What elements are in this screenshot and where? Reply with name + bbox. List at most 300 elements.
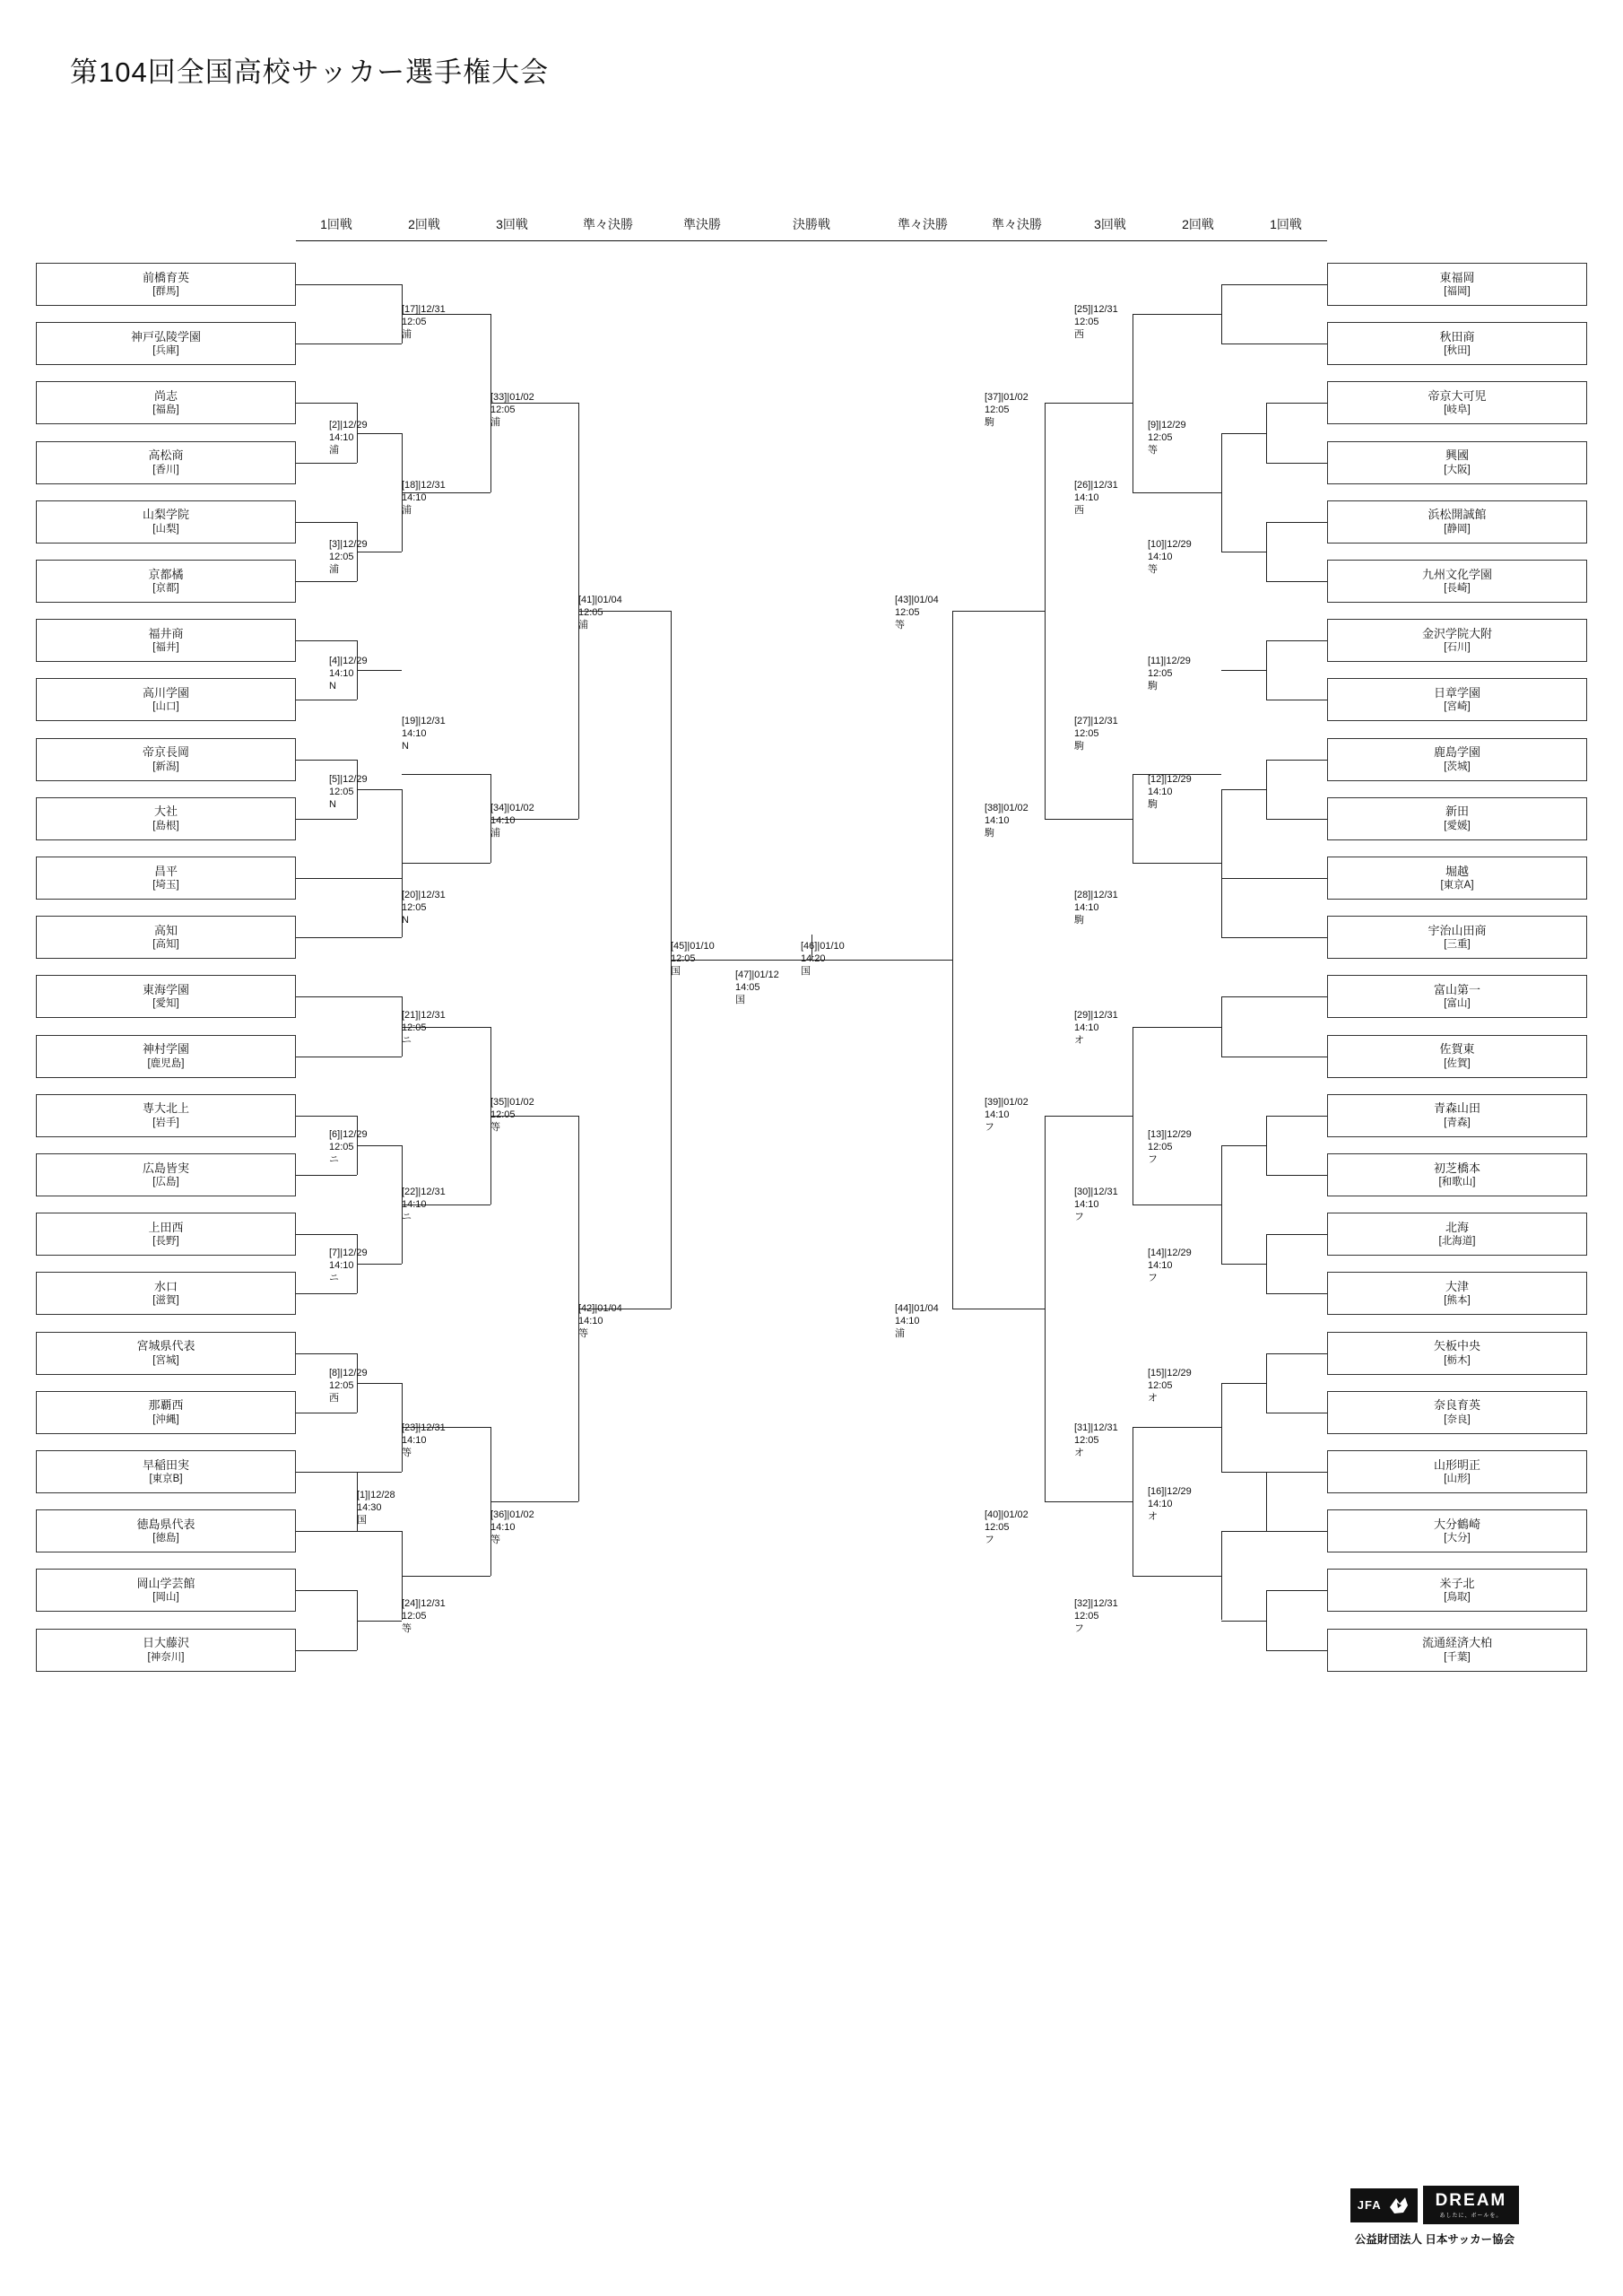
match-venue: N <box>402 915 409 926</box>
bracket-connector <box>1266 878 1327 879</box>
team-box-left-5[interactable] <box>36 500 296 544</box>
match-time: 12:05 <box>329 1380 354 1392</box>
team-box-right-19[interactable] <box>1327 1332 1587 1375</box>
team-box-right-10[interactable] <box>1327 797 1587 840</box>
match-id-date: [5]|12/29 <box>329 774 368 785</box>
team-prefecture: [鳥取] <box>1444 1592 1471 1604</box>
team-name: 神戸弘陵学園 <box>130 329 201 344</box>
match-time: 12:05 <box>985 404 1010 416</box>
match-info <box>1074 1597 1182 1635</box>
team-name: 奈良育英 <box>1433 1398 1480 1413</box>
round-header: 1回戦 <box>1270 217 1302 231</box>
team-name: 徳島県代表 <box>136 1517 195 1531</box>
bracket-connector <box>1221 789 1222 938</box>
match-id-date: [47]|01/12 <box>735 970 779 980</box>
bracket-connector <box>1221 1531 1222 1620</box>
match-info <box>1074 715 1182 752</box>
team-box-right-11[interactable] <box>1327 857 1587 900</box>
bracket-connector <box>1266 1590 1267 1649</box>
team-name: 水口 <box>153 1280 178 1294</box>
bracket-connector <box>1266 1590 1327 1591</box>
match-venue: 浦 <box>329 564 339 576</box>
bracket-connector <box>296 996 357 997</box>
match-time: 14:10 <box>985 815 1010 827</box>
team-name: 日章学園 <box>1433 686 1480 700</box>
bracket-connector <box>357 996 402 997</box>
match-id-date: [25]|12/31 <box>1074 304 1118 315</box>
match-venue: ニ <box>402 1212 412 1223</box>
bracket-connector <box>1266 1531 1327 1532</box>
round-header: 準々決勝 <box>992 217 1042 231</box>
match-info <box>895 594 1002 631</box>
match-id-date: [44]|01/04 <box>895 1303 939 1314</box>
team-prefecture: [和歌山] <box>1438 1176 1476 1187</box>
team-box-right-17[interactable] <box>1327 1213 1587 1256</box>
match-info <box>329 538 437 576</box>
match-time: 14:10 <box>1074 1199 1099 1211</box>
team-box-left-1[interactable] <box>36 263 296 306</box>
team-prefecture: [香川] <box>152 464 179 475</box>
match-info <box>402 715 509 752</box>
team-prefecture: [福岡] <box>1444 285 1471 297</box>
bracket-connector <box>296 1353 357 1354</box>
team-prefecture: [佐賀] <box>1444 1057 1471 1069</box>
bracket-connector <box>1266 760 1327 761</box>
team-prefecture: [富山] <box>1444 998 1471 1010</box>
team-box-left-23[interactable] <box>36 1569 296 1612</box>
match-id-date: [17]|12/31 <box>402 304 446 315</box>
team-box-left-16[interactable] <box>36 1153 296 1196</box>
team-prefecture: [愛知] <box>152 998 179 1010</box>
match-id-date: [13]|12/29 <box>1148 1129 1192 1140</box>
team-prefecture: [愛媛] <box>1444 820 1471 831</box>
team-prefecture: [兵庫] <box>152 345 179 357</box>
bracket-connector <box>952 611 953 1309</box>
match-venue: フ <box>1074 1212 1084 1223</box>
match-info <box>490 391 598 429</box>
team-name: 尚志 <box>153 389 178 404</box>
team-box-right-20[interactable] <box>1327 1391 1587 1434</box>
match-venue: 等 <box>490 1122 500 1134</box>
bracket-connector <box>357 1621 402 1622</box>
match-info <box>402 1597 509 1635</box>
match-venue: フ <box>1148 1273 1158 1284</box>
match-time: 14:10 <box>490 815 516 827</box>
bracket-connector <box>1266 1175 1327 1176</box>
bracket-connector <box>1266 640 1267 700</box>
match-id-date: [4]|12/29 <box>329 656 368 666</box>
match-venue: 浦 <box>402 505 412 517</box>
team-box-left-4[interactable] <box>36 441 296 484</box>
team-box-right-18[interactable] <box>1327 1272 1587 1315</box>
match-venue: フ <box>1074 1623 1084 1635</box>
match-time: 14:10 <box>329 668 354 680</box>
team-box-right-6[interactable] <box>1327 560 1587 603</box>
match-venue: 等 <box>402 1448 412 1459</box>
bracket-connector <box>1266 463 1327 464</box>
team-prefecture: [埼玉] <box>152 879 179 891</box>
team-box-right-22[interactable] <box>1327 1509 1587 1552</box>
match-info <box>1148 1128 1255 1166</box>
round-header: 2回戦 <box>408 217 440 231</box>
match-id-date: [30]|12/31 <box>1074 1187 1118 1197</box>
team-box-left-15[interactable] <box>36 1094 296 1137</box>
team-box-right-2[interactable] <box>1327 322 1587 365</box>
match-info <box>735 969 834 1006</box>
round-header: 2回戦 <box>1182 217 1214 231</box>
bracket-connector <box>1045 1501 1133 1502</box>
team-box-right-23[interactable] <box>1327 1569 1587 1612</box>
dream-logo <box>1423 2186 1520 2224</box>
bracket-connector <box>296 878 357 879</box>
match-id-date: [11]|12/29 <box>1148 656 1191 666</box>
match-time: 12:05 <box>1074 728 1099 740</box>
match-time: 12:05 <box>1148 668 1173 680</box>
team-prefecture: [山梨] <box>152 523 179 535</box>
bracket-connector <box>296 640 357 641</box>
match-time: 14:10 <box>1074 1022 1099 1034</box>
match-info <box>1148 773 1255 811</box>
team-box-left-17[interactable] <box>36 1213 296 1256</box>
team-box-left-9[interactable] <box>36 738 296 781</box>
match-venue: フ <box>985 1122 994 1134</box>
match-time: 14:30 <box>357 1502 382 1514</box>
bracket-connector <box>357 937 402 938</box>
match-info <box>985 391 1092 429</box>
association-caption: 公益財団法人 日本サッカー協会 <box>1354 2233 1515 2246</box>
team-prefecture: [千葉] <box>1444 1651 1471 1663</box>
team-name: 高松商 <box>148 448 184 463</box>
dream-sublabel: あしたに、ボールを。 <box>1439 2213 1503 2219</box>
bracket-connector <box>296 1175 357 1176</box>
match-venue: ニ <box>402 1035 412 1047</box>
match-id-date: [8]|12/29 <box>329 1368 368 1378</box>
team-name: 秋田商 <box>1439 329 1475 344</box>
team-prefecture: [秋田] <box>1444 345 1471 357</box>
match-id-date: [24]|12/31 <box>402 1598 446 1609</box>
match-time: 14:10 <box>402 728 427 740</box>
team-box-left-21[interactable] <box>36 1450 296 1493</box>
match-venue: 駒 <box>1074 741 1084 752</box>
bracket-connector <box>1266 1116 1327 1117</box>
round-header: 1回戦 <box>320 217 352 231</box>
team-box-left-6[interactable] <box>36 560 296 603</box>
team-box-left-18[interactable] <box>36 1272 296 1315</box>
team-prefecture: [沖縄] <box>152 1413 179 1425</box>
match-info <box>402 479 509 517</box>
match-id-date: [28]|12/31 <box>1074 890 1118 900</box>
team-box-right-14[interactable] <box>1327 1035 1587 1078</box>
match-venue: 駒 <box>1148 799 1158 811</box>
team-box-left-11[interactable] <box>36 857 296 900</box>
team-box-right-8[interactable] <box>1327 678 1587 721</box>
team-box-left-22[interactable] <box>36 1509 296 1552</box>
bracket-connector <box>357 1531 402 1532</box>
team-box-left-8[interactable] <box>36 678 296 721</box>
match-venue: N <box>329 681 336 692</box>
match-id-date: [16]|12/29 <box>1148 1486 1192 1497</box>
team-name: 大津 <box>1445 1280 1469 1294</box>
match-info <box>329 773 437 811</box>
match-venue: オ <box>1148 1511 1158 1523</box>
match-venue: 駒 <box>985 828 994 839</box>
match-time: 14:10 <box>490 1522 516 1534</box>
team-name: 東福岡 <box>1439 270 1475 284</box>
team-box-left-19[interactable] <box>36 1332 296 1375</box>
match-venue: 駒 <box>985 417 994 429</box>
team-box-left-13[interactable] <box>36 975 296 1018</box>
match-id-date: [19]|12/31 <box>402 716 446 726</box>
team-name: 福井商 <box>148 626 184 640</box>
match-time: 12:05 <box>1148 1380 1173 1392</box>
team-name: 早稲田実 <box>142 1457 189 1472</box>
team-name: 帝京大可児 <box>1428 389 1487 404</box>
bracket-connector <box>1266 1650 1327 1651</box>
team-prefecture: [三重] <box>1444 939 1471 951</box>
bracket-connector <box>1266 1353 1267 1413</box>
match-time: 12:05 <box>1074 317 1099 328</box>
bracket-connector <box>1221 996 1222 1056</box>
match-id-date: [38]|01/02 <box>985 803 1028 813</box>
bracket-connector <box>357 1472 402 1473</box>
team-prefecture: [高知] <box>152 939 179 951</box>
team-box-right-15[interactable] <box>1327 1094 1587 1137</box>
bracket-connector <box>1266 760 1267 819</box>
team-prefecture: [長野] <box>152 1236 179 1248</box>
match-id-date: [21]|12/31 <box>402 1010 446 1021</box>
team-name: 初芝橋本 <box>1433 1161 1480 1175</box>
team-box-right-21[interactable] <box>1327 1450 1587 1493</box>
bracket-connector <box>1266 522 1327 523</box>
bracket-connector <box>1133 1576 1221 1577</box>
team-box-right-4[interactable] <box>1327 441 1587 484</box>
bracket-connector <box>1221 284 1266 285</box>
team-box-right-9[interactable] <box>1327 738 1587 781</box>
match-venue: オ <box>1074 1035 1084 1047</box>
team-box-right-16[interactable] <box>1327 1153 1587 1196</box>
bracket-connector <box>296 1293 357 1294</box>
team-name: 宇治山田商 <box>1428 923 1487 937</box>
team-name: 米子北 <box>1439 1577 1475 1591</box>
match-venue: 浦 <box>490 417 500 429</box>
jfa-label: JFA <box>1357 2198 1382 2212</box>
bracket-connector <box>1266 937 1327 938</box>
bracket-connector <box>1221 1472 1266 1473</box>
match-time: 12:05 <box>1148 432 1173 444</box>
match-venue: 等 <box>1148 445 1158 457</box>
match-info <box>1074 1009 1182 1047</box>
match-info <box>578 1302 686 1340</box>
team-name: 広島皆実 <box>142 1161 189 1175</box>
round-header: 3回戦 <box>1094 217 1126 231</box>
match-time: 14:10 <box>1148 1499 1173 1510</box>
team-name: 昌平 <box>153 864 178 878</box>
bracket-connector <box>1221 937 1266 938</box>
match-time: 14:10 <box>402 492 427 504</box>
match-info <box>490 1509 598 1546</box>
bracket-connector <box>1266 996 1327 997</box>
team-prefecture: [宮城] <box>152 1354 179 1366</box>
match-id-date: [22]|12/31 <box>402 1187 446 1197</box>
bracket-connector <box>1221 1621 1266 1622</box>
match-time: 12:05 <box>1074 1611 1099 1622</box>
team-box-right-24[interactable] <box>1327 1629 1587 1672</box>
match-id-date: [6]|12/29 <box>329 1129 368 1140</box>
team-name: 専大北上 <box>142 1101 189 1116</box>
match-venue: 国 <box>735 995 745 1006</box>
team-prefecture: [広島] <box>152 1176 179 1187</box>
bracket-connector <box>296 760 357 761</box>
match-info <box>329 419 437 457</box>
team-name: 宮城県代表 <box>136 1339 195 1353</box>
match-time: 12:05 <box>490 404 516 416</box>
match-info <box>985 1509 1092 1546</box>
match-id-date: [45]|01/10 <box>671 941 715 952</box>
match-info <box>895 1302 1002 1340</box>
team-box-left-20[interactable] <box>36 1391 296 1434</box>
match-venue: オ <box>1074 1448 1084 1459</box>
match-venue: 等 <box>402 1623 412 1635</box>
team-prefecture: [岐阜] <box>1444 404 1471 416</box>
round-header: 準々決勝 <box>583 217 633 231</box>
bracket-connector <box>1266 522 1267 581</box>
match-id-date: [43]|01/04 <box>895 595 939 605</box>
bracket-connector <box>1221 878 1266 879</box>
bracket-connector <box>1221 996 1266 997</box>
bracket-connector <box>296 1590 357 1591</box>
team-name: 九州文化学園 <box>1421 567 1492 581</box>
match-venue: 駒 <box>1148 681 1158 692</box>
bracket-connector <box>1266 284 1327 285</box>
team-box-left-7[interactable] <box>36 619 296 662</box>
team-name: 矢板中央 <box>1433 1339 1480 1353</box>
bracket-connector <box>296 463 357 464</box>
match-venue: 等 <box>490 1535 500 1546</box>
match-venue: 西 <box>1074 505 1084 517</box>
match-venue: フ <box>1148 1154 1158 1166</box>
team-box-right-1[interactable] <box>1327 263 1587 306</box>
match-time: 12:05 <box>402 317 427 328</box>
match-id-date: [27]|12/31 <box>1074 716 1118 726</box>
team-name: 大分鶴崎 <box>1433 1517 1480 1531</box>
match-id-date: [26]|12/31 <box>1074 480 1118 491</box>
team-name: 浜松開誠館 <box>1428 508 1487 522</box>
match-info <box>1074 889 1182 926</box>
match-info <box>329 1247 437 1284</box>
team-box-left-12[interactable] <box>36 916 296 959</box>
match-time: 12:05 <box>402 1611 427 1622</box>
team-name: 日大藤沢 <box>142 1636 189 1650</box>
team-prefecture: [徳島] <box>152 1533 179 1544</box>
match-id-date: [41]|01/04 <box>578 595 622 605</box>
team-box-right-12[interactable] <box>1327 916 1587 959</box>
match-info <box>1148 538 1255 576</box>
team-name: 鹿島学園 <box>1433 745 1480 760</box>
team-box-left-2[interactable] <box>36 322 296 365</box>
team-name: 金沢学院大附 <box>1421 626 1492 640</box>
match-info <box>1148 1367 1255 1405</box>
team-name: 北海 <box>1445 1220 1469 1234</box>
match-time: 14:10 <box>895 1316 920 1327</box>
match-venue: 等 <box>1148 564 1158 576</box>
bracket-connector <box>1221 1531 1266 1532</box>
team-box-left-3[interactable] <box>36 381 296 424</box>
team-prefecture: [東京A] <box>1440 879 1474 891</box>
team-name: 山梨学院 <box>142 508 189 522</box>
round-header: 決勝戦 <box>793 217 830 231</box>
bracket-connector <box>357 1590 358 1649</box>
match-id-date: [37]|01/02 <box>985 392 1028 403</box>
page-title: 第104回全国高校サッカー選手権大会 <box>70 57 550 88</box>
match-info <box>402 1009 509 1047</box>
match-info <box>985 1096 1092 1134</box>
team-box-left-10[interactable] <box>36 797 296 840</box>
match-info <box>1074 1422 1182 1459</box>
round-header-rule <box>296 240 1327 241</box>
match-id-date: [12]|12/29 <box>1148 774 1192 785</box>
eagle-icon <box>1387 2195 1410 2216</box>
bracket-connector <box>296 522 357 523</box>
match-info <box>329 1367 437 1405</box>
match-info <box>329 1128 437 1166</box>
match-time: 12:05 <box>1074 1435 1099 1447</box>
team-name: 京都橘 <box>148 567 184 581</box>
match-time: 14:05 <box>735 982 760 994</box>
team-name: 神村学園 <box>142 1042 189 1057</box>
team-name: 前橋育英 <box>142 270 189 284</box>
match-id-date: [20]|12/31 <box>402 890 446 900</box>
match-info <box>1074 1186 1182 1223</box>
team-name: 興國 <box>1445 448 1469 463</box>
bracket-connector <box>1266 1234 1327 1235</box>
match-info <box>402 1422 509 1459</box>
bracket-connector <box>1266 403 1267 462</box>
bracket-connector <box>296 1116 357 1117</box>
match-time: 12:05 <box>329 787 354 798</box>
team-prefecture: [鹿児島] <box>147 1057 185 1069</box>
match-id-date: [40]|01/02 <box>985 1509 1028 1520</box>
match-info <box>490 802 598 839</box>
jfa-logo <box>1350 2188 1418 2222</box>
bracket-connector <box>296 1472 357 1473</box>
match-time: 14:10 <box>329 1260 354 1272</box>
team-box-left-24[interactable] <box>36 1629 296 1672</box>
team-box-right-7[interactable] <box>1327 619 1587 662</box>
match-id-date: [35]|01/02 <box>490 1097 534 1108</box>
team-box-right-5[interactable] <box>1327 500 1587 544</box>
team-name: 新田 <box>1445 804 1469 819</box>
match-time: 12:05 <box>1148 1142 1173 1153</box>
match-venue: 浦 <box>402 329 412 341</box>
match-time: 14:20 <box>801 953 826 965</box>
match-time: 12:05 <box>578 607 603 619</box>
match-id-date: [10]|12/29 <box>1148 539 1192 550</box>
team-box-left-14[interactable] <box>36 1035 296 1078</box>
match-time: 12:05 <box>329 1142 354 1153</box>
match-id-date: [46]|01/10 <box>801 941 845 952</box>
team-prefecture: [山口] <box>152 701 179 713</box>
bracket-connector <box>1266 1234 1267 1293</box>
match-id-date: [2]|12/29 <box>329 420 368 430</box>
match-info <box>402 1186 509 1223</box>
team-box-right-3[interactable] <box>1327 381 1587 424</box>
match-time: 14:10 <box>1148 552 1173 563</box>
match-time: 12:05 <box>490 1109 516 1121</box>
match-venue: オ <box>1148 1393 1158 1405</box>
match-id-date: [15]|12/29 <box>1148 1368 1192 1378</box>
team-box-right-13[interactable] <box>1327 975 1587 1018</box>
match-time: 12:05 <box>985 1522 1010 1534</box>
